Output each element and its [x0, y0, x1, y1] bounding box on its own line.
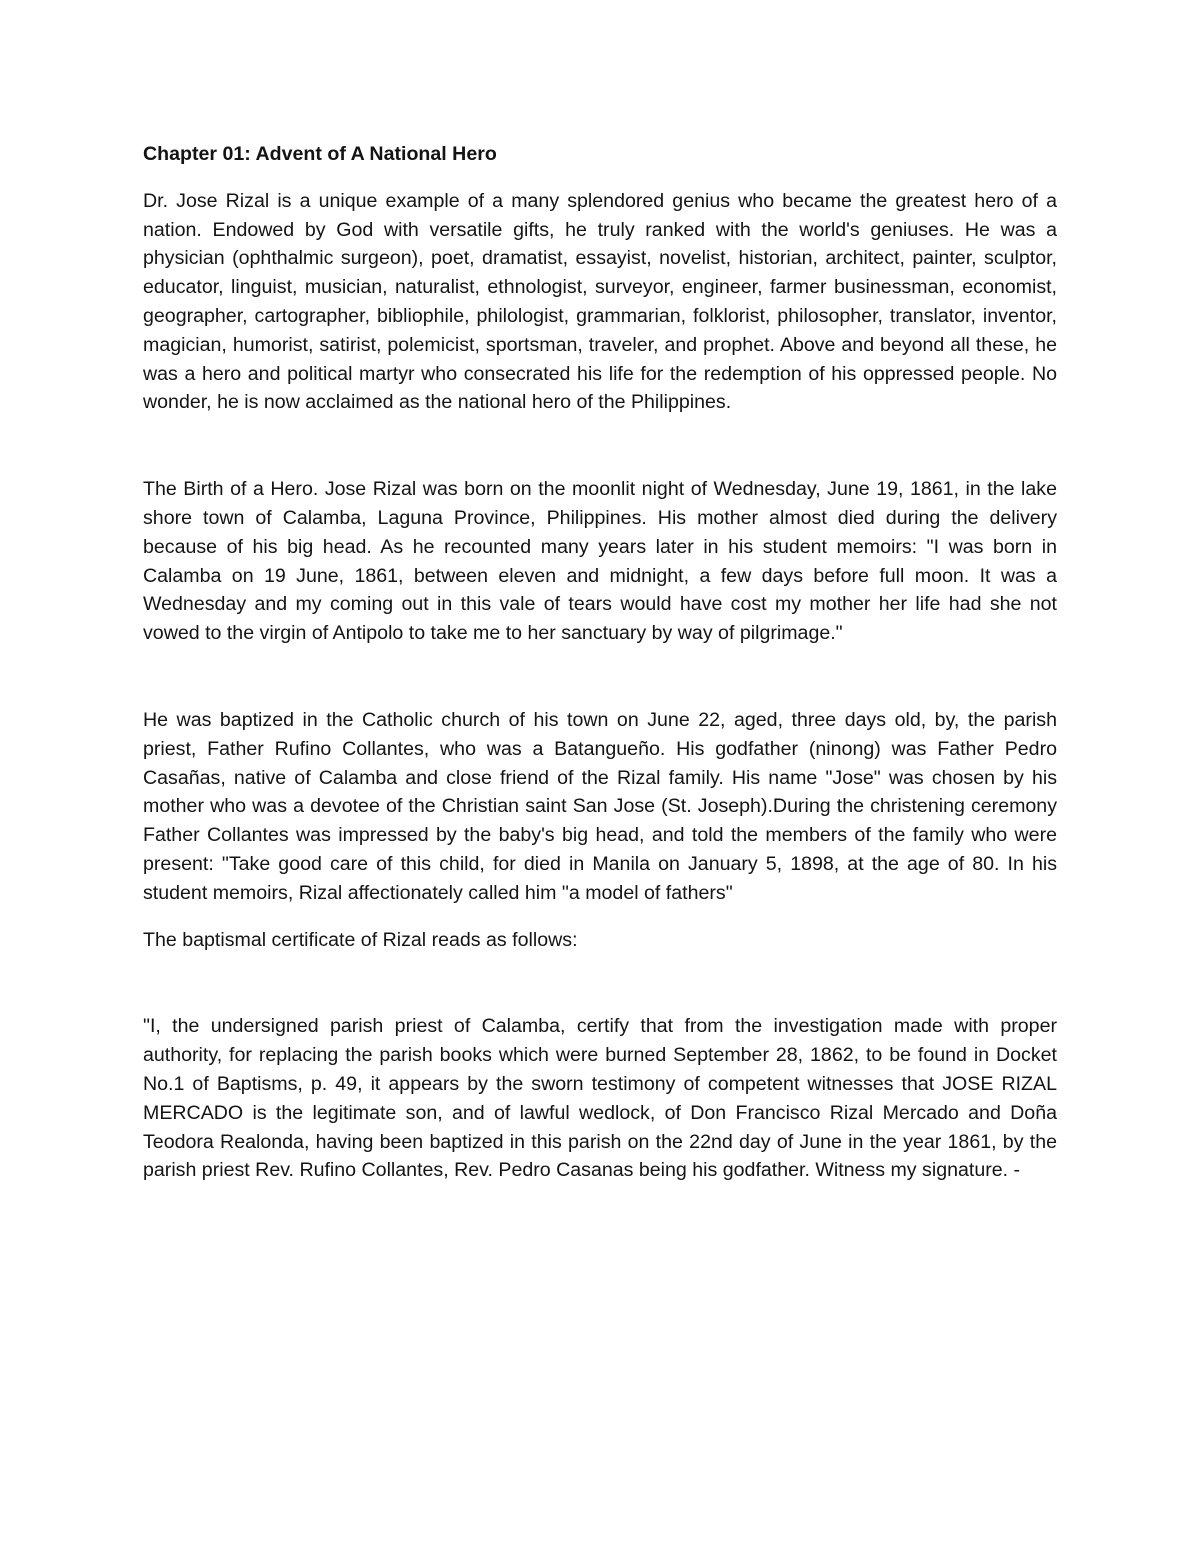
- paragraph-baptism: He was baptized in the Catholic church of his town on June 22, aged, three days old, by, the parish priest, Father Rufino Collantes, who was a Batangueño. His godfather (ninong) was Father Pedro Casañas, native of Calamba and close friend of the Rizal family. His name "Jose" was chosen by his mother who was a devotee of the Christian saint San Jose (St. Joseph).During the christening ceremony Father Collantes was impressed by the baby's big head, and told the members of the family who were present: "Take good care of this child, for died in Manila on January 5, 1898, at the age of 80. In his student memoirs, Rizal affectionately called him "a model of fathers": [143, 708, 1057, 904]
- paragraph-birth-of-hero: The Birth of a Hero. Jose Rizal was born on the moonlit night of Wednesday, June 19, 1861, in the lake shore town of Calamba, Laguna Province, Philippines. His mother almost died during the delivery because of his big head. As he recounted many years later in his student memoirs: "I was born in Calamba on 19 June, 1861, between eleven and midnight, a few days before full moon. It was a Wednesday and my coming out in this vale of tears would have cost my mother her life had she not vowed to the virgin of Antipolo to take me to her sanctuary by way of pilgrimage.": [143, 478, 1057, 645]
- chapter-title: Chapter 01: Advent of A National Hero: [143, 143, 497, 165]
- paragraph-certificate-intro: The baptismal certificate of Rizal reads as follows:: [143, 928, 578, 951]
- document-body: [143, 140, 1057, 1185]
- paragraph-intro: Dr. Jose Rizal is a unique example of a many splendored genius who became the greatest hero of a nation. Endowed by God with versatile gifts, he truly ranked with the world's geniuses. He was a physician (ophthalmic surgeon), poet, dramatist, essayist, novelist, historian, architect, painter, sculptor, educator, linguist, musician, naturalist, ethnologist, surveyor, engineer, farmer businessman, economist, geographer, cartographer, bibliophile, philologist, grammarian, folklorist, philosopher, translator, inventor, magician, humorist, satirist, polemicist, sportsman, traveler, and prophet. Above and beyond all these, he was a hero and political martyr who consecrated his life for the redemption of his oppressed people. No wonder, he is now acclaimed as the national hero of the Philippines.: [143, 189, 1057, 414]
- paragraph-baptismal-certificate: "I, the undersigned parish priest of Calamba, certify that from the investigation made with proper authority, for replacing the parish books which were burned September 28, 1862, to be found in Docket No.1 of Baptisms, p. 49, it appears by the sworn testimony of competent witnesses that JOSE RIZAL MERCADO is the legitimate son, and of lawful wedlock, of Don Francisco Rizal Mercado and Doña Teodora Realonda, having been baptized in this parish on the 22nd day of June in the year 1861, by the parish priest Rev. Rufino Collantes, Rev. Pedro Casanas being his godfather. Witness my signature. -: [143, 1015, 1057, 1182]
